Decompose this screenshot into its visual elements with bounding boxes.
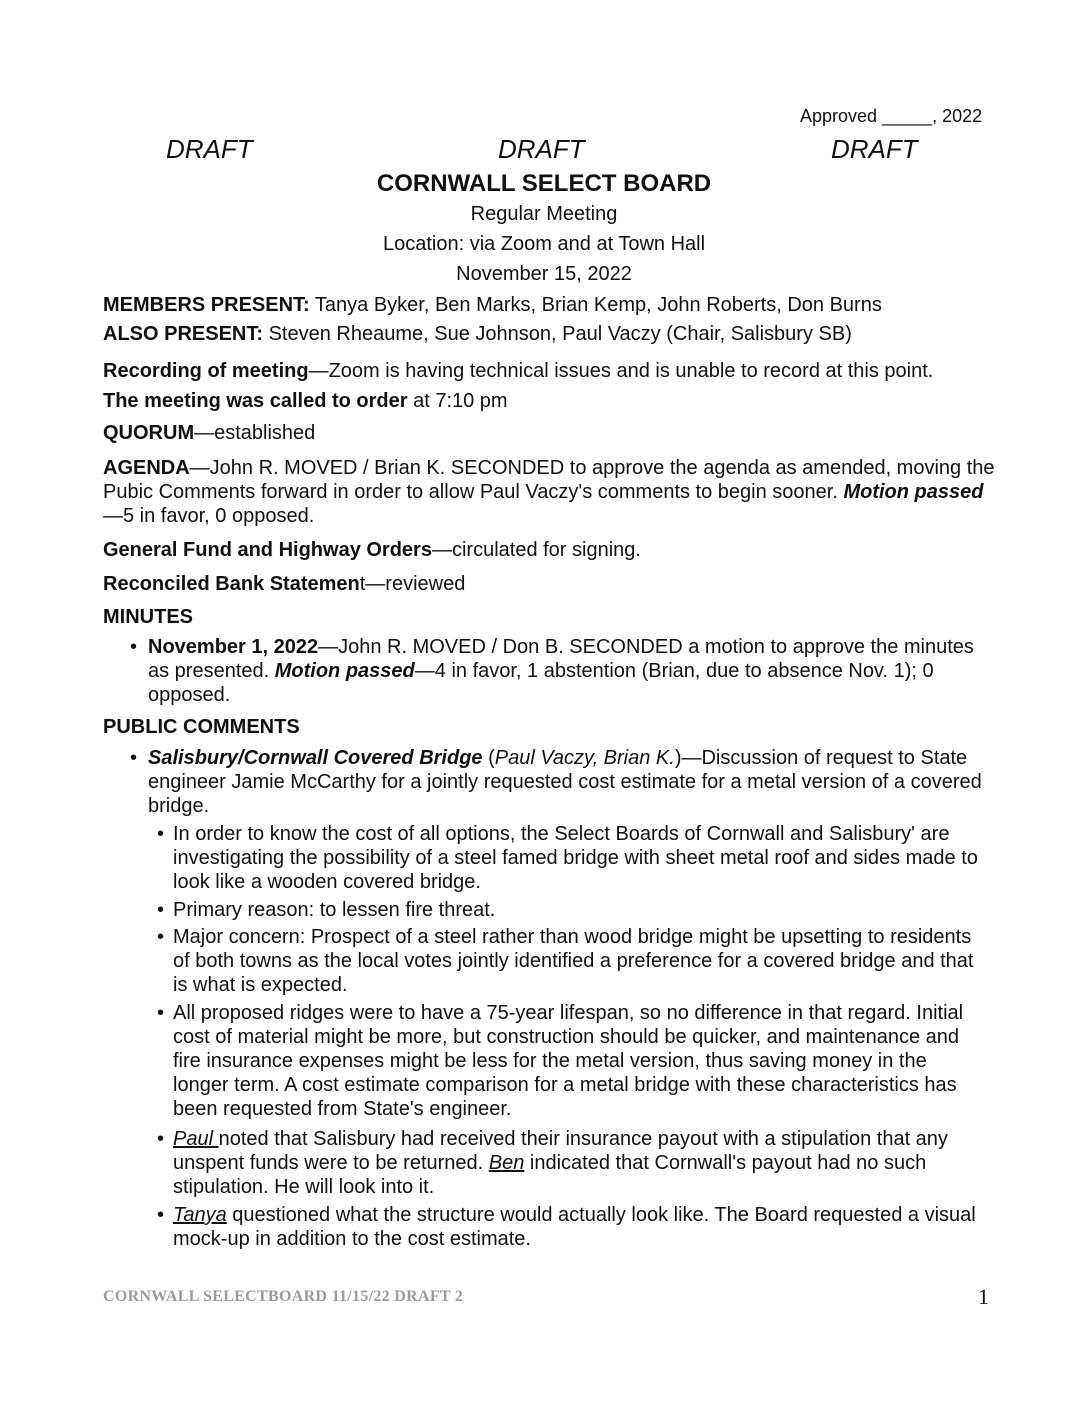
agenda-label: AGENDA — [103, 457, 190, 479]
minutes-bullet-text — [148, 635, 990, 707]
bullet-icon: • — [157, 1128, 165, 1150]
sub-bullet-4-text: All proposed ridges were to have a 75-year lifespan, so no difference in that regard. Initial cost of material might be more, but construction should be quicker, and maintenance and fire insurance expenses might be less for the metal version, thus saving money in the longer term. A cost estimate comparison for a metal bridge with these characteristics has been requested from State's engineer. — [173, 1002, 964, 1120]
agenda-motion: Motion passed — [843, 481, 984, 503]
bridge-label: Salisbury/Cornwall Covered Bridge — [148, 747, 483, 769]
bridge-paren: ( — [482, 747, 495, 769]
bullet-icon: • — [157, 823, 165, 845]
bridge-bullet — [130, 746, 990, 818]
draft-watermark-center: DRAFT — [498, 134, 585, 164]
bullet-icon: • — [157, 1002, 165, 1024]
recording-text: —Zoom is having technical issues and is unable to record at this point. — [308, 360, 934, 382]
agenda-item — [103, 456, 1003, 528]
members-list: Tanya Byker, Ben Marks, Brian Kemp, John Roberts, Don Burns — [309, 294, 882, 316]
quorum-text: —established — [194, 422, 316, 444]
quorum-label: QUORUM — [103, 422, 195, 444]
bank-statement-text: t—reviewed — [359, 573, 466, 595]
bullet-icon: • — [130, 747, 138, 769]
minutes-motion: Motion passed — [274, 660, 415, 682]
also-present — [103, 322, 852, 346]
sub-bullet-5-name2: Ben — [488, 1152, 525, 1174]
general-fund-item — [103, 538, 641, 562]
page-footer: CORNWALL SELECTBOARD 11/15/22 DRAFT 2 — [103, 1288, 464, 1305]
bank-statement-label: Reconciled Bank Statemen — [103, 573, 360, 595]
sub-bullet-5 — [157, 1127, 987, 1199]
members-present — [103, 293, 882, 317]
also-label: ALSO PRESENT: — [103, 323, 264, 345]
sub-bullet-6 — [157, 1203, 987, 1251]
bridge-text: )—Discussion of request to State engineer Jamie McCarthy for a jointly requested cost estimate for a metal version of a covered bridge. — [148, 747, 982, 817]
draft-watermark-right: DRAFT — [831, 134, 918, 164]
sub-bullet-2-text: Primary reason: to lessen fire threat. — [173, 899, 496, 921]
sub-bullet-5-text — [173, 1127, 987, 1199]
meeting-type: Regular Meeting — [470, 203, 618, 225]
recording-label: Recording of meeting — [103, 360, 309, 382]
bank-statement-item — [103, 572, 465, 596]
sub-bullet-5-name: Paul — [173, 1128, 219, 1150]
public-comments-heading: PUBLIC COMMENTS — [103, 716, 300, 738]
document-title: CORNWALL SELECT BOARD — [376, 170, 712, 197]
bullet-icon: • — [130, 636, 138, 658]
sub-bullet-5-body: noted that Salisbury had received their insurance payout with a stipulation that any unspent funds were to be returned. — [173, 1128, 948, 1174]
general-fund-label: General Fund and Highway Orders — [103, 539, 432, 561]
meeting-location: Location: via Zoom and at Town Hall — [382, 233, 706, 255]
sub-bullet-6-name: Tanya — [173, 1204, 227, 1226]
bullet-icon: • — [157, 1204, 165, 1226]
general-fund-text: —circulated for signing. — [431, 539, 641, 561]
sub-bullet-1-text: In order to know the cost of all options, the Select Boards of Cornwall and Salisbury' are investigating the possibility of a steel famed bridge with sheet metal roof and sides made to look like a wooden covered bridge. — [173, 823, 978, 893]
sub-bullet-6-body: questioned what the structure would actually look like. The Board requested a visual mock-up in addition to the cost estimate. — [173, 1204, 976, 1250]
bullet-icon: • — [157, 899, 165, 921]
minutes-bullet — [130, 635, 990, 707]
sub-bullet-3 — [157, 925, 987, 997]
members-label: MEMBERS PRESENT: — [103, 294, 310, 316]
quorum-item — [103, 421, 315, 445]
sub-bullet-3-text: Major concern: Prospect of a steel rather than wood bridge might be upsetting to residents of both towns as the local votes jointly identified a preference for a covered bridge and that is what is expected. — [173, 926, 974, 996]
also-list: Steven Rheaume, Sue Johnson, Paul Vaczy (Chair, Salisbury SB) — [263, 323, 852, 345]
call-to-order-item — [103, 389, 508, 413]
meeting-date: November 15, 2022 — [456, 263, 632, 285]
minutes-result: —4 in favor, 1 abstention (Brian, due to absence Nov. 1); 0 opposed. — [148, 660, 934, 706]
page-number: 1 — [978, 1284, 989, 1309]
sub-bullet-5-body2: indicated that Cornwall's payout had no such stipulation. He will look into it. — [173, 1152, 927, 1198]
call-to-order-label: The meeting was called to order — [103, 390, 408, 412]
bridge-bullet-text — [148, 746, 990, 818]
call-to-order-text: at 7:10 pm — [407, 390, 508, 412]
sub-bullet-2 — [157, 898, 987, 922]
approved-line: Approved _____, 2022 — [800, 106, 983, 126]
sub-bullet-6-text — [173, 1203, 987, 1251]
sub-bullet-4 — [157, 1001, 987, 1121]
bridge-people: Paul Vaczy, Brian K. — [494, 747, 675, 769]
recording-item — [103, 359, 933, 383]
agenda-text: —John R. MOVED / Brian K. SECONDED to approve the agenda as amended, moving the Pubic Comments forward in order to allow Paul Vaczy's comments to begin sooner. — [103, 457, 995, 503]
minutes-text: —John R. MOVED / Don B. SECONDED a motion to approve the minutes as presented. — [148, 636, 974, 682]
agenda-result: —5 in favor, 0 opposed. — [103, 505, 315, 527]
minutes-date: November 1, 2022 — [148, 636, 319, 658]
minutes-heading: MINUTES — [103, 606, 193, 628]
sub-bullet-1 — [157, 822, 987, 894]
bullet-icon: • — [157, 926, 165, 948]
draft-watermark-left: DRAFT — [166, 134, 253, 164]
